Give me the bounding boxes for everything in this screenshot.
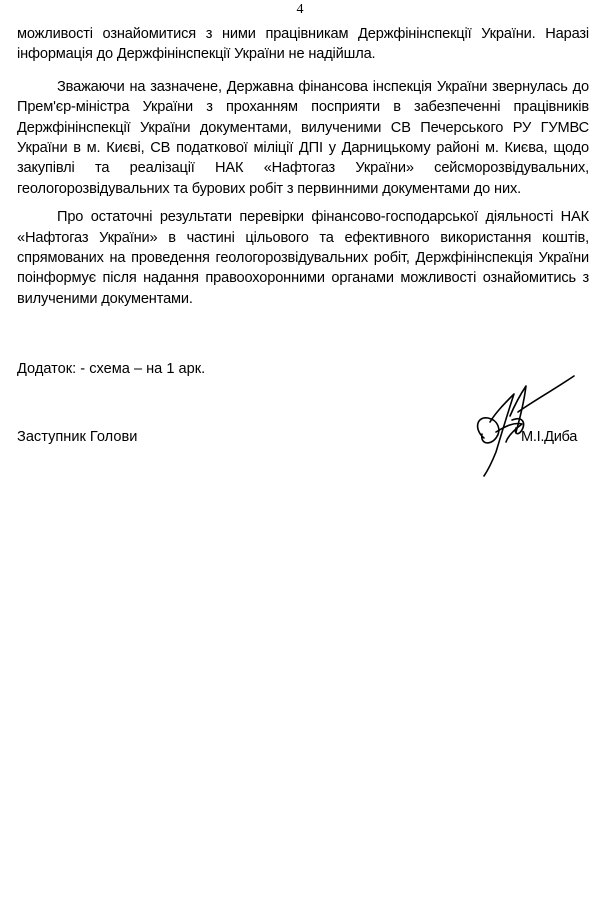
handwritten-signature (462, 372, 582, 482)
letter-body (17, 24, 589, 317)
paragraph-continuation: можливості ознайомитися з ними працівникам Держфінінспекції України. Наразі інформація до Держфінінспекції України не надійшла. (17, 26, 589, 63)
attachment-note: Додаток: - схема – на 1 арк. (17, 361, 206, 377)
page-number: 4 (296, 2, 304, 17)
signer-name: М.І.Диба (521, 429, 578, 445)
signer-position: Заступник Голови (17, 429, 138, 445)
paragraph-appeal: Зважаючи на зазначене, Державна фінансова інспекція України звернулась до Прем'єр-міністра України з проханням посприяти в забезпеченні працівників Держфінінспекції України документами, вилученими СВ Печерського РУ ГУМВС України в м. Києві, СВ податкової міліції ДПІ у Дарницькому районі м. Києва, щодо закупівлі та реалізації НАК «Нафтогаз України» сейсморозвідувальних, геологорозвідувальних та бурових робіт з первинними документами до них. (17, 78, 589, 197)
paragraph-results: Про остаточні результати перевірки фінансово-господарської діяльності НАК «Нафтогаз України» в частині цільового та ефективного використання коштів, спрямованих на проведення геологорозвідувальних робіт, Держфінінспекція України поінформує після надання правоохоронними органами можливості ознайомитись з вилученими документами. (17, 209, 589, 307)
